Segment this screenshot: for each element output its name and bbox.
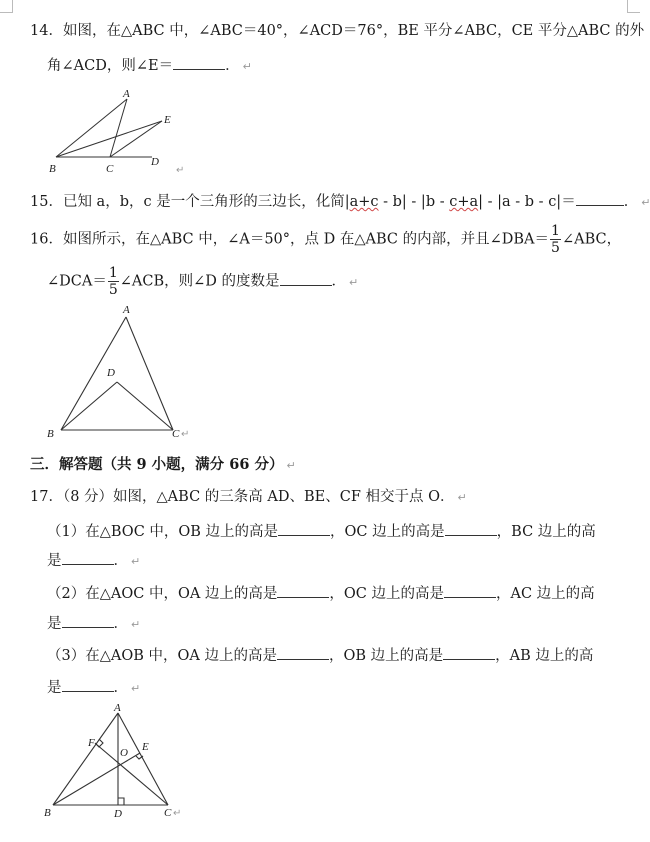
q16-figure — [40, 300, 210, 445]
q17-part1: （1）在△BOC 中，OB 边上的高是 ，OC 边上的高是 ，BC 边上的高 — [47, 521, 596, 541]
q14-line2: 角∠ACD，则∠E＝ ． ↵ — [47, 55, 252, 76]
point-label-D: D — [107, 367, 115, 379]
point-label-O: O — [120, 747, 128, 759]
fraction-one-fifth: $\frac{1}{5}$ — [551, 223, 560, 256]
answer-blank[interactable] — [444, 583, 496, 598]
answer-blank[interactable] — [62, 613, 114, 628]
point-label-A: A — [123, 304, 130, 316]
point-label-E: E — [164, 114, 171, 126]
q14-line1: 14．如图，在△ABC 中，∠ABC＝40°，∠ACD＝76°，BE 平分∠ABC，CE 平分△ABC 的外 — [30, 23, 645, 39]
q17-part2: （2）在△AOC 中，OA 边上的高是 ，OC 边上的高是 ，AC 边上的高 — [47, 583, 595, 603]
answer-blank[interactable] — [277, 645, 329, 660]
paragraph-mark: ↵ — [181, 429, 190, 440]
point-label-C: C — [164, 807, 172, 819]
q17-part3-cont: 是 ． ↵ — [47, 677, 140, 698]
q15-line: 15．已知 a，b，c 是一个三角形的三边长，化简|a+c - b| - |b - c+a| - |a - b - c|＝ ． ↵ — [30, 191, 650, 212]
paragraph-mark: ↵ — [457, 491, 467, 504]
answer-blank[interactable] — [62, 677, 114, 692]
paragraph-mark: ↵ — [131, 618, 141, 631]
point-label-E: E — [142, 741, 149, 753]
fraction-one-fifth: $\frac{1}{5}$ — [108, 265, 118, 298]
paragraph-mark: ↵ — [176, 165, 185, 176]
point-label-B: B — [47, 428, 54, 440]
answer-blank[interactable] — [277, 583, 329, 598]
point-label-F: F — [88, 737, 95, 749]
point-label-A: A — [123, 88, 130, 100]
point-label-D: D — [114, 808, 122, 820]
point-label-B: B — [44, 807, 51, 819]
paragraph-mark: ↵ — [242, 60, 252, 73]
q16-line2: ∠DCA＝ $\frac{1}{5}$ ∠ACB，则∠D 的度数是 ． ↵ — [47, 265, 359, 298]
point-label-C: C — [106, 163, 114, 175]
q14-figure — [40, 85, 200, 180]
q17-part2-cont: 是 ． ↵ — [47, 613, 140, 634]
answer-blank[interactable] — [173, 55, 225, 70]
paragraph-mark: ↵ — [286, 459, 296, 472]
point-label-C: C — [172, 428, 180, 440]
page-corner-mark-right — [627, 0, 640, 13]
answer-blank[interactable] — [443, 645, 495, 660]
paragraph-mark: ↵ — [349, 275, 359, 289]
point-label-D: D — [151, 156, 159, 168]
q17-figure — [38, 700, 198, 828]
answer-blank[interactable] — [445, 521, 497, 536]
section-heading: 三．解答题（共 9 小题，满分 66 分） ↵ — [30, 456, 296, 473]
answer-blank[interactable] — [62, 550, 114, 565]
q17-part1-cont: 是 ． ↵ — [47, 550, 140, 571]
q16-line1: 16．如图所示，在△ABC 中，∠A＝50°，点 D 在△ABC 的内部，并且∠DBA＝ $\frac{1}{5}$ ∠ABC， — [30, 223, 622, 256]
page-corner-mark-left — [0, 0, 13, 13]
answer-blank[interactable] — [576, 191, 624, 206]
paragraph-mark: ↵ — [131, 555, 141, 568]
point-label-B: B — [49, 163, 56, 175]
answer-blank[interactable] — [280, 271, 332, 286]
q17-intro: 17．（8 分）如图，△ABC 的三条高 AD、BE、CF 相交于点 O． ↵ — [30, 489, 467, 505]
paragraph-mark: ↵ — [131, 682, 141, 695]
point-label-A: A — [114, 702, 121, 714]
paragraph-mark: ↵ — [641, 196, 650, 209]
answer-blank[interactable] — [278, 521, 330, 536]
q17-part3: （3）在△AOB 中，OA 边上的高是 ，OB 边上的高是 ，AB 边上的高 — [47, 645, 593, 665]
paragraph-mark: ↵ — [173, 808, 182, 819]
